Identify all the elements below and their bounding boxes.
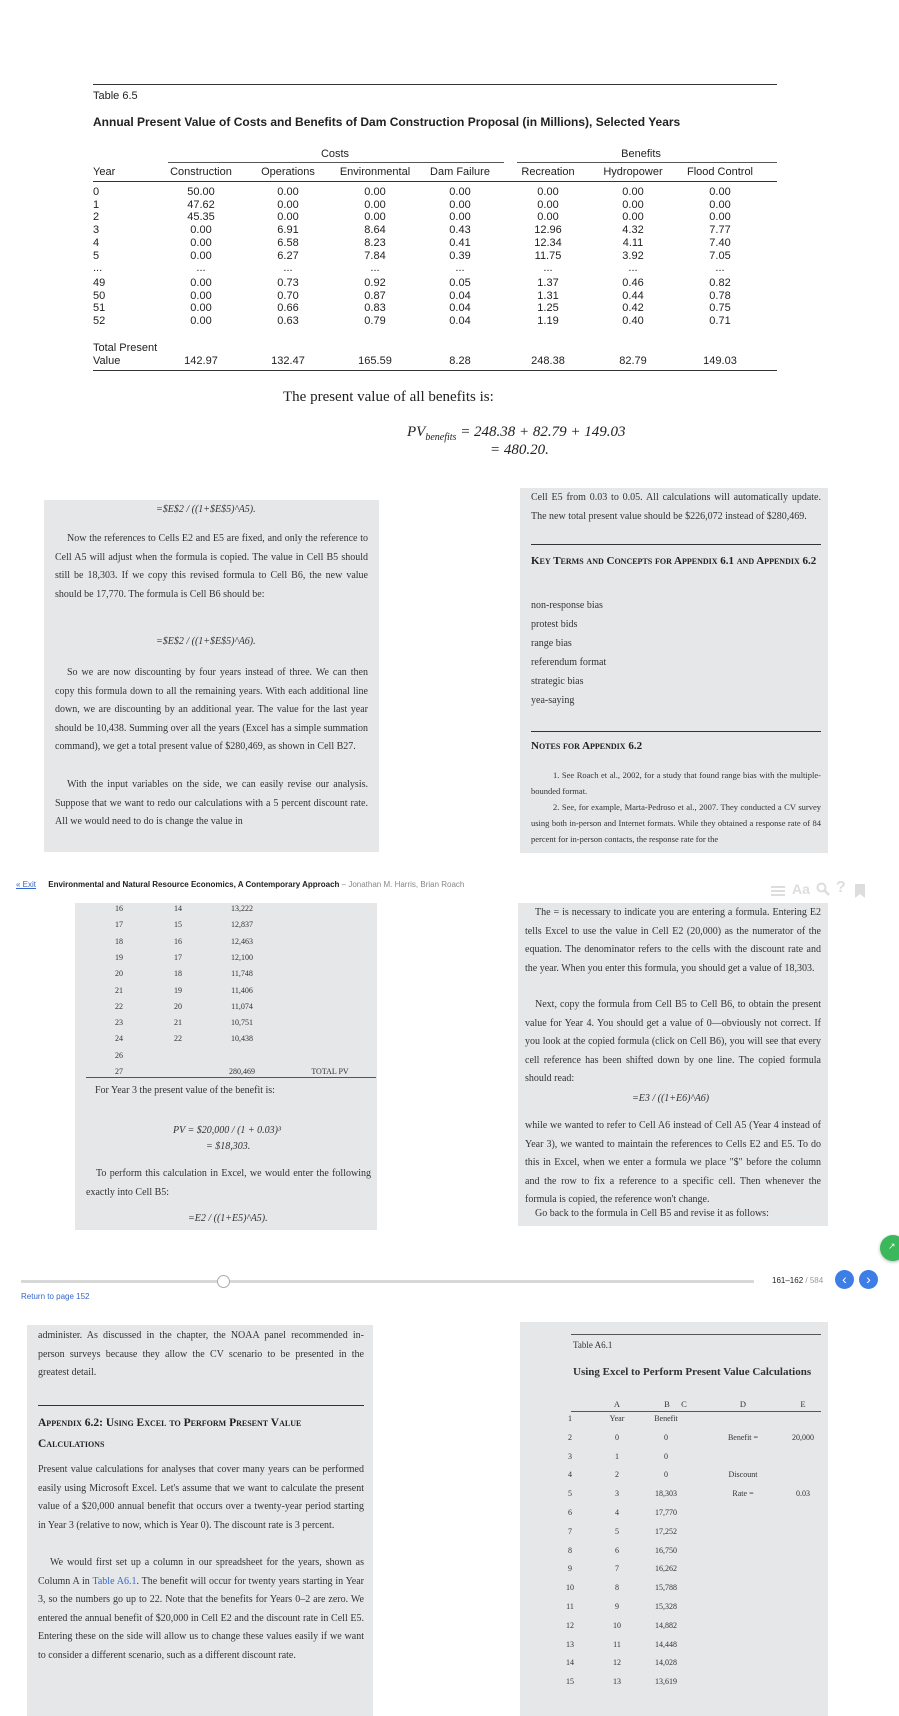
page-b-right-panel [518,903,828,1226]
table-body [0,186,899,331]
column-header: Recreation [521,166,575,178]
table-cell-year: 5 [93,249,100,262]
spreadsheet-cell: 15,788 [655,1583,677,1593]
table-cell: 0.04 [449,289,471,302]
table-caption: Table 6.5 [93,90,138,102]
setup-text-start: We would first set up a column in our spreadsheet for the years, shown as Column A in [38,1557,364,1587]
paragraph-excel-entry: To perform this calculation in Excel, we would enter the following exactly into Cell B5: [86,1168,371,1198]
appendix-rule [38,1405,364,1406]
table-cell-year: 2 [93,211,100,224]
table-cell-year: 52 [93,315,106,327]
table-cell: 0.00 [277,198,299,211]
spreadsheet-cell: 20 [174,1001,182,1011]
paragraph-copy-formula: Next, copy the formula from Cell B5 to Cell B6, to obtain the present value for Year 4. You should get a value of 0—obviously not correct. If you look at the copied formula (click on Cell B6), you will see that every cell reference has been shifted down by one line. The copied formula should read: [525,999,821,1084]
spreadsheet-cell: Discount [728,1470,758,1480]
table-cell: 50.00 [187,186,215,198]
table-cell: 1.19 [537,315,559,327]
spreadsheet-cell: 20 [115,969,123,979]
spreadsheet-cell: 9 [615,1602,619,1611]
spreadsheet-cell: 16 [174,936,182,946]
table-cell: 0.00 [709,186,731,198]
notes-rule [531,731,821,732]
table-title: Annual Present Value of Costs and Benefits of Dam Construction Proposal (in Millions), Selected Years [93,115,681,129]
table-cell: 0.73 [277,276,299,289]
table-cell-year: 4 [93,236,100,249]
table-cell: ... [370,262,380,275]
column-letter: C [681,1399,687,1409]
spreadsheet-cell: Year [609,1414,625,1423]
total-value: 165.59 [358,355,392,367]
column-header: Environmental [339,166,411,178]
table-cell: 11.75 [534,249,562,262]
table-a61-caption: Table A6.1 [573,1340,613,1350]
table-cell: 0.78 [709,289,731,302]
table-cell: 0.00 [537,186,559,198]
next-page-button[interactable] [859,1270,878,1289]
page-counter-current: 161–162 [772,1276,804,1285]
spreadsheet-cell: 7 [615,1564,619,1574]
page-a-right-panel [520,488,828,853]
formula-relative-a5: =E2 / ((1+E5)^A5). [188,1213,268,1224]
key-term-item: strategic bias [531,676,584,687]
spreadsheet-cell: 3 [615,1489,619,1499]
spreadsheet-cell: 10,751 [231,1018,253,1028]
table-cell: 47.62 [187,198,215,211]
table-cell: 0.44 [622,289,644,302]
spreadsheet-cell: 14 [174,904,182,913]
table-cell: 0.66 [277,302,299,315]
table-cell: 0.00 [277,211,299,224]
header-rule [93,181,777,182]
table-a61-top-rule [571,1334,821,1335]
page-c-right-panel [520,1322,828,1716]
table-cell-year: 1 [93,198,100,211]
spreadsheet-cell: 12,100 [231,952,253,962]
table-cell: 4.32 [622,224,644,237]
pv-sum: = 248.38 + 82.79 + 149.03 [460,424,626,440]
spreadsheet-cell: 15,328 [655,1602,677,1611]
appendix-heading: Appendix 6.2: Using Excel to Perform Present Value Calculations [38,1417,302,1450]
spreadsheet-cell: 14 [566,1658,574,1668]
column-header: Dam Failure [430,166,490,178]
table-cell: 0.00 [537,198,559,211]
table-cell: 0.00 [364,186,386,198]
table-cell-year: 49 [93,276,106,289]
costs-group-header: Costs [320,148,350,160]
table-cell: 0.71 [709,315,731,327]
spreadsheet-cell: 12,837 [231,920,253,930]
spreadsheet-cell: 11,406 [231,985,253,995]
table-cell: 0.82 [709,276,731,289]
setup-text-end: . The benefit will occur for twenty years starting in Year 3, so the numbers go up to 22. Note that the benefits for Years 0–2 are zero. We entered the annual benefit of $20,000 in Cell E2 and the discount rate in Cell E5. Entering these on the side will allow us to change these values easily if we want to consider a different scenario, such as a different discount rate. [38,1575,364,1661]
table-cell: 3.92 [622,249,644,262]
spreadsheet-cell: 18,303 [655,1489,677,1499]
return-to-page-link[interactable]: Return to page 152 [21,1292,90,1301]
table-cell: 0.00 [622,198,644,211]
table-cell: 1.31 [537,289,559,302]
paragraph-revise-analysis: With the input variables on the side, we can easily revise our analysis. Suppose that we want to redo our calculations with a 5 percent discount rate. All we would need to do is change the value in [55,779,368,827]
benefits-rule [517,162,777,163]
pv-lhs: PV [407,424,426,440]
table-cell: 6.91 [277,224,299,237]
key-terms-heading: Key Terms and Concepts for Appendix 6.1 and Appendix 6.2 [531,555,817,567]
spreadsheet-cell: 22 [115,1001,123,1011]
spreadsheet-cell: 11,748 [231,969,253,979]
formula-copied: =E3 / ((1+E6)^A6) [632,1093,710,1104]
total-value: 8.28 [449,355,471,367]
table-a61-link[interactable]: Table A6.1 [92,1575,137,1587]
table-cell: 0.00 [709,211,731,224]
table-cell: 12.96 [534,224,562,237]
spreadsheet-cell: 10 [613,1620,621,1630]
table-cell: 0.00 [190,224,212,237]
table-cell: ... [283,262,293,275]
table-header-row [0,166,899,182]
table-cell: 0.00 [449,186,471,198]
total-label-line2: Value [93,355,121,367]
table-cell: 7.77 [709,224,731,237]
page-c-left-panel [27,1325,373,1716]
table-cell: 0.87 [364,289,386,302]
spreadsheet-cell: 4 [568,1470,572,1480]
table-cell: 6.58 [277,236,299,249]
spreadsheet-cell: 280,469 [229,1067,255,1076]
spreadsheet-cell: 17,770 [655,1508,677,1517]
spreadsheet-cell: 24 [115,1034,123,1044]
table-cell: 0.04 [449,302,471,315]
spreadsheet-cell: 18 [115,936,123,946]
table-cell: 0.39 [449,249,471,262]
spreadsheet-cell: 6 [615,1545,619,1555]
chevron-right-icon: › [866,1271,871,1287]
spreadsheet-bottom-rule [86,1077,376,1078]
spreadsheet-cell: 7 [568,1526,572,1536]
spreadsheet-cell: 26 [115,1050,123,1060]
key-term-item: range bias [531,638,572,649]
formula-absolute-a5: =$E$2 / ((1+$E$5)^A5). [156,504,256,515]
column-header: Operations [261,166,315,178]
key-term-item: yea-saying [531,695,575,706]
spreadsheet-cell: 21 [115,985,123,995]
spreadsheet-cell: 23 [115,1018,123,1028]
spreadsheet-cell: 10 [566,1583,574,1593]
spreadsheet-cell: 13 [613,1677,621,1687]
paragraph-update-discount: Cell E5 from 0.03 to 0.05. All calculations will automatically update. The new total present value should be $226,072 instead of $280,469. [531,492,821,522]
table-cell: 0.63 [277,315,299,327]
table-cell: ... [543,262,553,275]
paragraph-year3: For Year 3 the present value of the benefit is: [95,1085,275,1096]
spreadsheet-cell: 5 [615,1526,619,1536]
table-a61-title: Using Excel to Perform Present Value Calculations [573,1366,812,1378]
spreadsheet-cell: 19 [174,985,182,995]
page-counter [772,1276,823,1285]
notes-heading: Notes for Appendix 6.2 [531,740,643,752]
table-cell: 0.00 [364,211,386,224]
section-rule [531,544,821,545]
table-cell: 0.00 [622,186,644,198]
spreadsheet-cell: Rate = [732,1489,754,1499]
search-icon[interactable] [816,882,830,896]
page-a-left-panel [44,500,379,852]
spreadsheet-cell: 10,438 [231,1034,253,1044]
table-cell: 7.84 [364,249,386,262]
spreadsheet-cell: TOTAL PV [311,1067,349,1076]
spreadsheet-cell: 11,074 [231,1001,253,1011]
column-header: Construction [170,166,232,178]
page-slider-track[interactable] [21,1280,754,1283]
benefits-group-header: Benefits [621,148,661,160]
spreadsheet-cell: 17 [174,952,182,962]
spreadsheet-cell: 1 [568,1414,572,1423]
total-value: 142.97 [184,355,218,367]
paragraph-setup-column [38,1554,364,1665]
table-cell: 0.04 [449,315,471,327]
table-cell: 0.75 [709,302,731,315]
spreadsheet-cell: 0 [615,1432,619,1442]
table-cell: 6.27 [277,249,299,262]
paragraph-fixed-references: Now the references to Cells E2 and E5 are fixed, and only the reference to Cell A5 will adjust when the formula is copied. The value in Cell B5 should still be 18,303. If we copy this revised formula to Cell B6, the new value should be 17,770. The formula is Cell B6 should be: [55,533,368,600]
table-cell: ... [196,262,206,275]
spreadsheet-cell: 13,619 [655,1677,677,1687]
table-top-rule [93,84,777,85]
exit-link[interactable]: « Exit [16,880,37,889]
table-cell: 8.64 [364,224,386,237]
table-cell: 0.42 [622,302,644,315]
table-cell: 0.00 [190,276,212,289]
table-cell: 0.00 [277,186,299,198]
contents-icon[interactable] [771,886,785,897]
note-1: 1. See Roach et al., 2002, for a study that found range bias with the multiple-bounded format. [531,770,821,796]
table-cell: 0.92 [364,276,386,289]
table-cell: 0.79 [364,315,386,327]
table-cell-year: ... [93,262,103,275]
table-cell: 0.40 [622,315,644,327]
spreadsheet-cell: 2 [615,1470,619,1480]
table-cell: ... [715,262,725,275]
spreadsheet-cell: 21 [174,1018,182,1028]
totals-row [0,355,899,369]
table-cell: 0.00 [364,198,386,211]
table-cell: 0.05 [449,276,471,289]
table-cell: 0.70 [277,289,299,302]
formula-absolute-a6: =$E$2 / ((1+$E$5)^A6). [156,636,256,647]
spreadsheet-cell: 12 [613,1658,621,1668]
total-value: 132.47 [271,355,305,367]
spreadsheet-cell: 17,252 [655,1526,677,1536]
spreadsheet-cell: 12,463 [231,936,253,946]
table-a61-column-letters [520,1399,828,1411]
spreadsheet-cell: 0 [664,1432,668,1442]
spreadsheet-cell: 0 [664,1451,668,1461]
spreadsheet-cell: 2 [568,1432,572,1442]
green-chat-button[interactable]: ↗ [880,1235,899,1261]
prev-page-button[interactable] [835,1270,854,1289]
table-cell-year: 3 [93,224,100,237]
reader-header [16,880,464,889]
column-letter: E [800,1399,806,1409]
spreadsheet-cell: 12 [566,1620,574,1630]
column-letter: B [664,1399,670,1409]
spreadsheet-cell: 1 [615,1451,619,1461]
table-cell: 4.11 [622,236,644,249]
paragraph-go-back: Go back to the formula in Cell B5 and revise it as follows: [535,1208,769,1219]
costs-rule [168,162,504,163]
table-a61-header-rule [571,1411,821,1412]
page-b-left-panel-lower [75,1117,377,1230]
column-header: Flood Control [686,166,754,178]
paragraph-present-value-intro: Present value calculations for analyses that cover many years can be performed easily using Microsoft Excel. Let's assume that we want to calculate the present value of a $20,000 annual benefit that occurs over a twenty-year period starting in Year 3 (relative to now, which is Year 0). The discount rate is 3 percent. [38,1464,364,1531]
table-cell: 45.35 [187,211,215,224]
spreadsheet-cell: 15 [566,1677,574,1687]
total-value: 248.38 [531,355,565,367]
table-cell: ... [628,262,638,275]
page-slider-thumb[interactable] [217,1275,230,1288]
spreadsheet-cell: 4 [615,1508,619,1517]
spreadsheet-cell: 9 [568,1564,572,1574]
spreadsheet-cell: 0.03 [796,1489,810,1499]
column-letter: D [739,1399,747,1409]
spreadsheet-cell: 18 [174,969,182,979]
column-header: Year [93,166,116,178]
table-cell-year: 50 [93,289,106,302]
spreadsheet-cell: 11 [613,1639,621,1649]
paragraph-equals-sign: The = is necessary to indicate you are entering a formula. Entering E2 tells Excel to use the value in Cell E2 (20,000) as the numerator of the equation. The denominator refers to the cells with the discount rate and the year. When you enter this formula, you should get a value of 18,303. [525,907,821,974]
paragraph-discounting-years: So we are now discounting by four years instead of three. We can then copy this formula down to all the remaining years. With each additional line down, we are discounting by an additional year. The value for the last year should be 10,438. Summing over all the years (Excel has a simple summation command), we get a total present value of $280,469, as shown in Cell B27. [55,667,368,752]
spreadsheet-cell: 14,028 [655,1658,677,1668]
table-cell: 0.00 [449,211,471,224]
table-cell: ... [455,262,465,275]
table-cell: 0.00 [190,249,212,262]
key-term-item: referendum format [531,657,607,668]
column-letter: A [613,1399,621,1409]
total-value: 82.79 [619,355,647,367]
formula-pv-year3: PV = $20,000 / (1 + 0.03)³ [173,1125,281,1136]
pv-intro: The present value of all benefits is: [283,389,494,405]
help-icon[interactable]: ? [836,879,846,896]
spreadsheet-cell: 5 [568,1489,572,1499]
table-cell: 1.37 [537,276,559,289]
pv-equation-line2: = 480.20. [490,442,549,458]
table-cell: 0.41 [449,236,471,249]
table-cell: 0.83 [364,302,386,315]
formula-pv-result: = $18,303. [206,1141,251,1152]
table-cell: 0.00 [449,198,471,211]
key-term-item: non-response bias [531,600,603,611]
book-authors: – Jonathan M. Harris, Brian Roach [341,880,465,889]
page-b-left-panel [75,903,377,1117]
table-cell: 0.00 [190,236,212,249]
spreadsheet-cell: 14,882 [655,1620,677,1630]
spreadsheet-cell: 14,448 [655,1639,677,1649]
spreadsheet-cell: 19 [115,952,123,962]
page-counter-total: / 584 [805,1276,824,1285]
spreadsheet-cell: 8 [615,1583,619,1593]
table-cell: 0.00 [190,302,212,315]
spreadsheet-cell: 16,262 [655,1564,677,1574]
key-term-item: protest bids [531,619,578,630]
total-label-line1: Total Present [93,342,158,354]
spreadsheet-cell: 6 [568,1508,572,1517]
spreadsheet-cell: 11 [566,1602,574,1611]
table-cell: 0.00 [537,211,559,224]
table-cell: 12.34 [534,236,562,249]
table-cell-year: 51 [93,302,106,315]
table-cell: 0.00 [622,211,644,224]
table-cell: 7.05 [709,249,731,262]
spreadsheet-cell: 27 [115,1067,123,1076]
pv-subscript: benefits [425,432,457,443]
spreadsheet-cell: 17 [115,920,123,930]
pv-equation-line1 [407,424,626,443]
spreadsheet-cell: 15 [174,920,182,930]
spreadsheet-cell: 22 [174,1034,182,1044]
paragraph-noaa-panel: administer. As discussed in the chapter, the NOAA panel recommended in-person surveys because they allow the CV scenario to be presented in the greatest detail. [38,1330,364,1378]
table-cell: 1.25 [537,302,559,315]
chevron-left-icon: ‹ [842,1271,847,1287]
table-cell: 8.23 [364,236,386,249]
table-cell: 0.00 [190,289,212,302]
table-cell: 0.00 [190,315,212,327]
spreadsheet-cell: 13,222 [231,904,253,913]
spreadsheet-cell: Benefit = [727,1432,759,1442]
paragraph-dollar-signs: while we wanted to refer to Cell A6 instead of Cell A5 (Year 4 instead of Year 3), we wanted to maintain the references to Cells E2 and E5. To do this in Excel, when we enter a formula we place "$" before the column and the row to fix a reference to a specific cell. Then whenever the formula is copied, the reference won't change. [525,1120,821,1205]
spreadsheet-cell: 0 [664,1470,668,1480]
book-title: Environmental and Natural Resource Economics, A Contemporary Approach [48,880,340,889]
spreadsheet-cell: 13 [566,1639,574,1649]
font-size-icon[interactable]: Aa [792,881,810,897]
spreadsheet-cell: 20,000 [792,1432,814,1442]
table-cell-year: 0 [93,186,100,198]
total-value: 149.03 [703,355,737,367]
table-bottom-rule [93,370,777,371]
spreadsheet-cell: 16,750 [655,1545,677,1555]
table-cell: 0.43 [449,224,471,237]
spreadsheet-cell: 8 [568,1545,572,1555]
spreadsheet-cell: 3 [568,1451,572,1461]
note-2: 2. See, for example, Marta-Pedroso et al., 2007. They conducted a CV survey using both in-person and Internet formats. While they obtained a response rate of 84 percent for in-person contacts, the response rate for the [531,802,821,844]
spreadsheet-cell: 16 [115,904,123,913]
spreadsheet-cell: Benefit [654,1414,678,1423]
bookmark-icon[interactable] [854,884,866,898]
column-header: Hydropower [603,166,663,178]
table-cell: 0.46 [622,276,644,289]
table-cell: 0.00 [709,198,731,211]
table-cell: 7.40 [709,236,731,249]
